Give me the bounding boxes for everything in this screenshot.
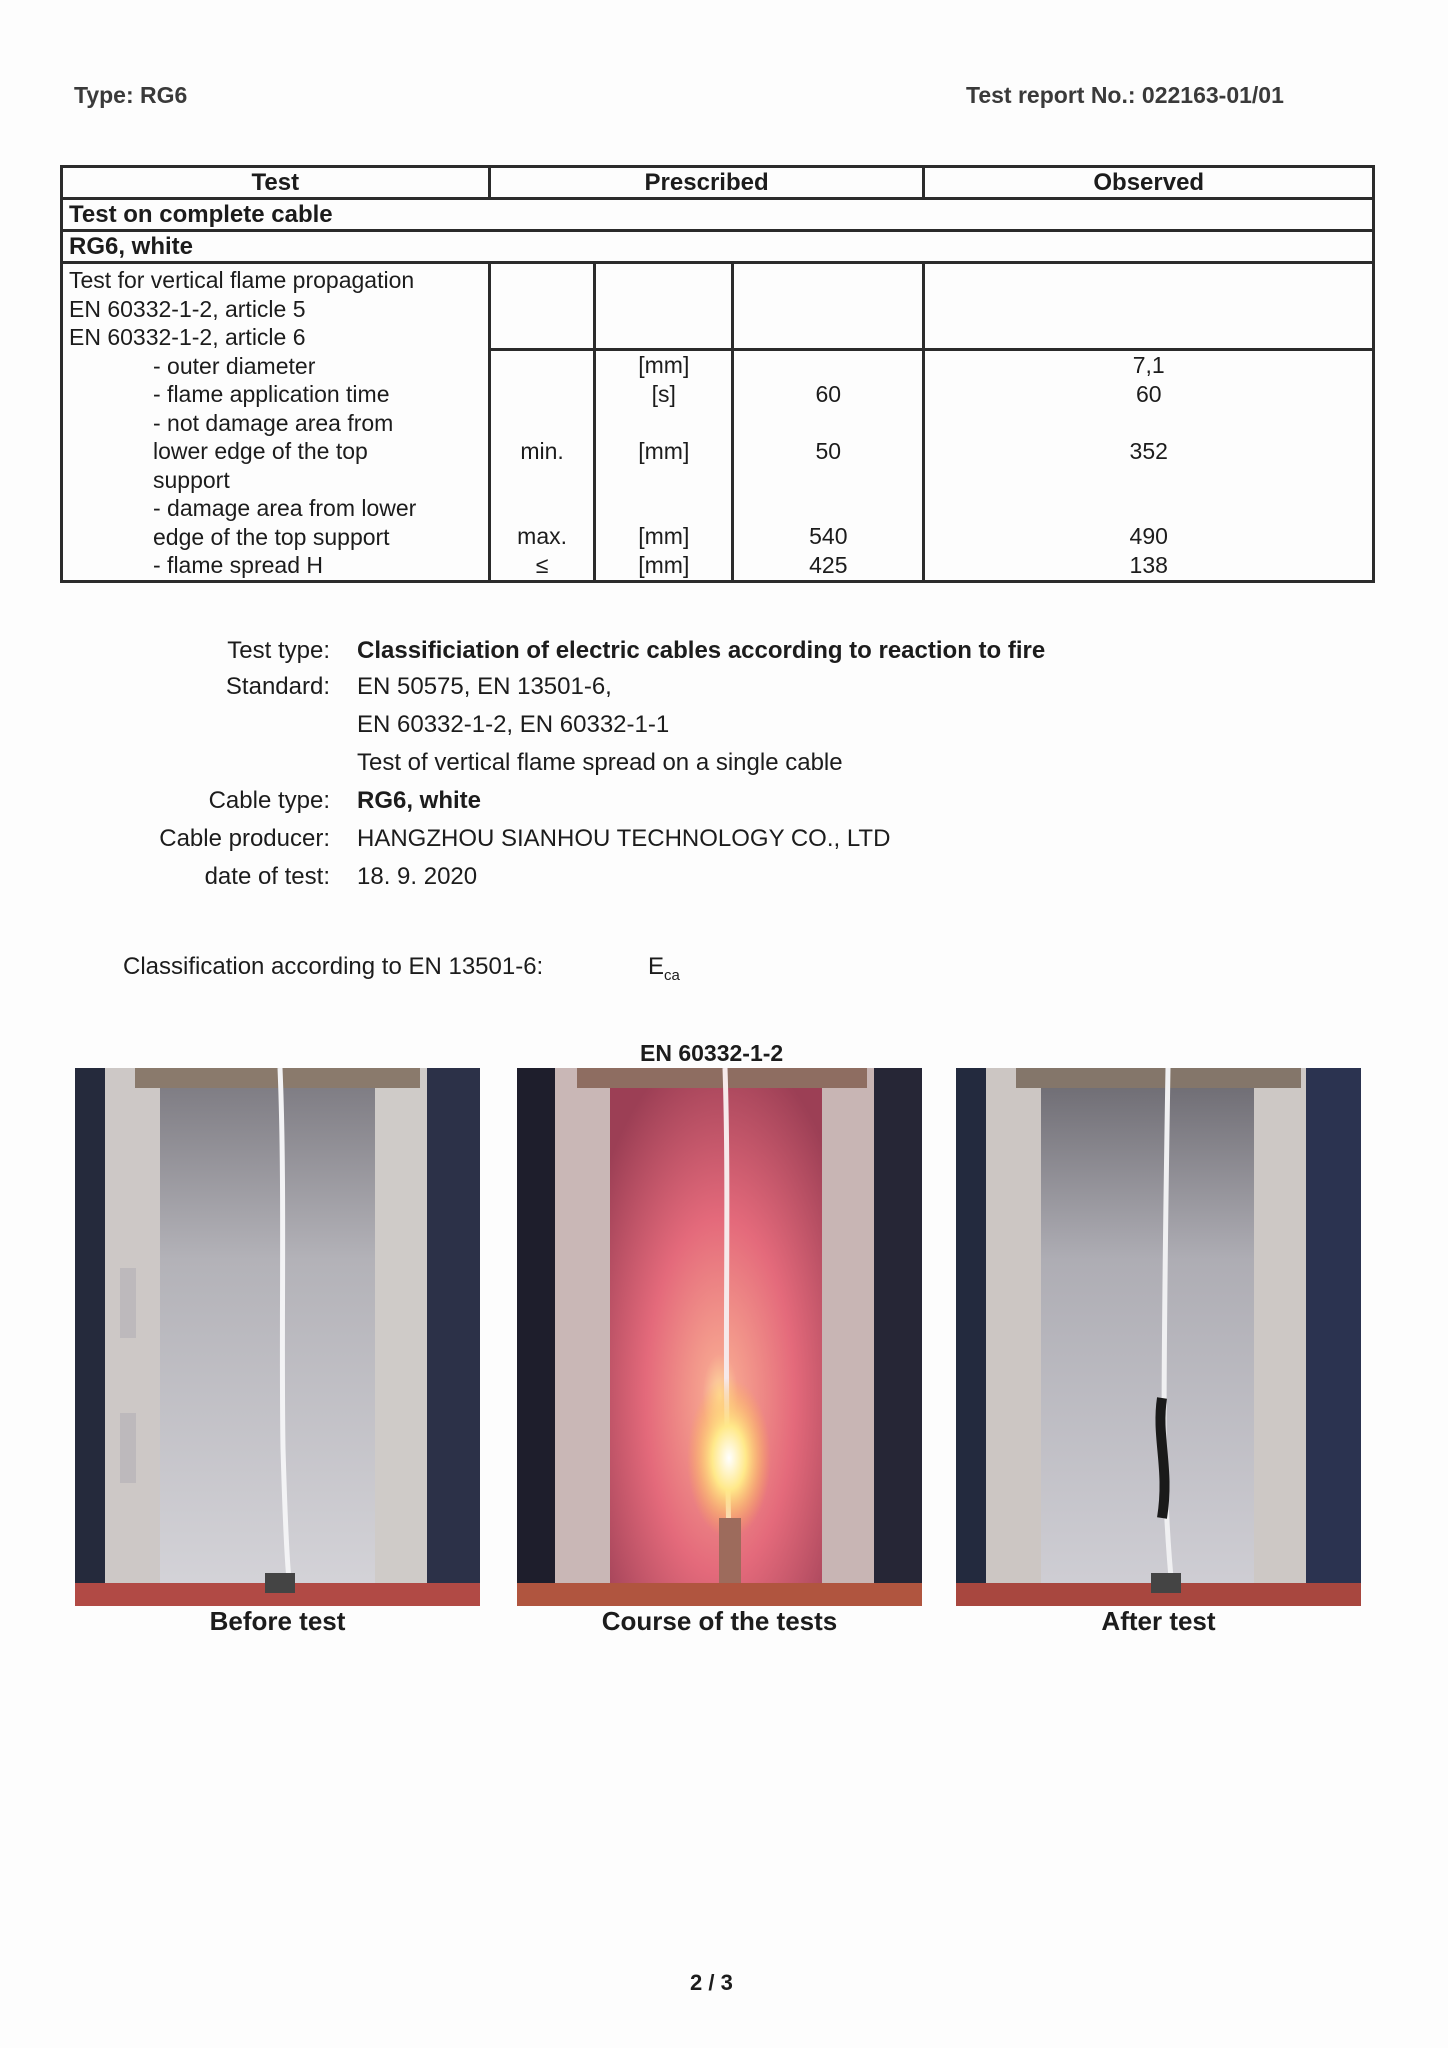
qualifier-min: min. (520, 437, 564, 464)
test-standard-article-5: EN 60332-1-2, article 5 (69, 295, 306, 322)
row-label-damage-1: - damage area from lower (153, 495, 417, 521)
section-title: Test on complete cable (62, 199, 1374, 231)
cable-type-value: RG6, white (357, 787, 482, 814)
caption-course-of-test: Course of the tests (601, 1606, 838, 1636)
caption-after-test: After test (1101, 1606, 1216, 1636)
standard-label: Standard: (225, 673, 330, 700)
classification-value (648, 953, 680, 984)
page-number: 2 / 3 (690, 1970, 733, 1995)
photo-after-test (956, 1068, 1361, 1606)
classification-class: E (648, 953, 665, 980)
qualifier-le: ≤ (535, 551, 549, 578)
test-type-label: Test type: (227, 637, 330, 664)
row-label-flame-spread: - flame spread H (153, 552, 324, 578)
observed-not-damage: 352 (1129, 437, 1168, 464)
unit-damage: [mm] (638, 523, 690, 549)
row-label-not-damage-2: lower edge of the top (153, 438, 368, 464)
observed-outer-diameter: 7,1 (1132, 352, 1165, 378)
unit-outer-diameter: [mm] (638, 352, 690, 378)
prescribed-flame-spread: 425 (809, 551, 848, 578)
date-of-test-label: date of test: (204, 863, 330, 890)
subsection-title: RG6, white (62, 231, 1374, 263)
row-label-flame-time: - flame application time (153, 381, 390, 407)
test-type-value: Classificiation of electric cables according to reaction to fire (357, 637, 1046, 664)
test-description: Test for vertical flame propagation (69, 267, 415, 293)
table-header-row (62, 167, 1374, 199)
row-label-outer-diameter: - outer diameter (153, 352, 316, 379)
cable-producer-label: Cable producer: (159, 825, 330, 852)
unit-flame-time: [s] (651, 380, 676, 407)
row-label-not-damage-3: support (153, 466, 230, 493)
row-label-not-damage-1: - not damage area from (153, 409, 394, 436)
test-standard-article-6: EN 60332-1-2, article 6 (69, 324, 306, 350)
prescribed-damage: 540 (809, 523, 848, 549)
classification-label: Classification according to EN 13501-6: (123, 953, 544, 980)
test-info-block (100, 637, 1350, 897)
standard-value-1: EN 50575, EN 13501-6, (357, 673, 612, 700)
col-test-header: Test (62, 167, 490, 199)
col-prescribed-header: Prescribed (489, 167, 924, 199)
photo-course-of-test (517, 1068, 922, 1606)
report-number: Test report No.: 022163-01/01 (966, 82, 1284, 108)
results-table (60, 165, 1375, 583)
prescribed-flame-time: 60 (815, 380, 842, 407)
cable-producer-value: HANGZHOU SIANHOU TECHNOLOGY CO., LTD (357, 825, 891, 852)
table-row (62, 263, 1374, 350)
cable-type-header: Type: RG6 (74, 82, 188, 108)
observed-damage: 490 (1129, 523, 1168, 549)
caption-before-test: Before test (209, 1606, 346, 1636)
prescribed-not-damage: 50 (815, 437, 842, 464)
date-of-test-value: 18. 9. 2020 (357, 863, 478, 890)
photo-before-test (75, 1068, 480, 1606)
observed-flame-time: 60 (1135, 380, 1162, 407)
unit-not-damage: [mm] (638, 437, 690, 464)
standard-value-3: Test of vertical flame spread on a single cable (357, 749, 843, 776)
row-label-damage-2: edge of the top support (153, 523, 390, 550)
standard-value-2: EN 60332-1-2, EN 60332-1-1 (357, 711, 670, 738)
col-observed-header: Observed (924, 167, 1374, 199)
photos-standard-title: EN 60332-1-2 (640, 1040, 784, 1066)
cable-type-label: Cable type: (208, 787, 330, 814)
unit-flame-spread: [mm] (638, 551, 690, 578)
observed-flame-spread: 138 (1129, 551, 1168, 578)
qualifier-max: max. (517, 523, 567, 549)
classification-subscript: ca (664, 966, 680, 984)
prescribed-outer-diameter (740, 351, 916, 380)
